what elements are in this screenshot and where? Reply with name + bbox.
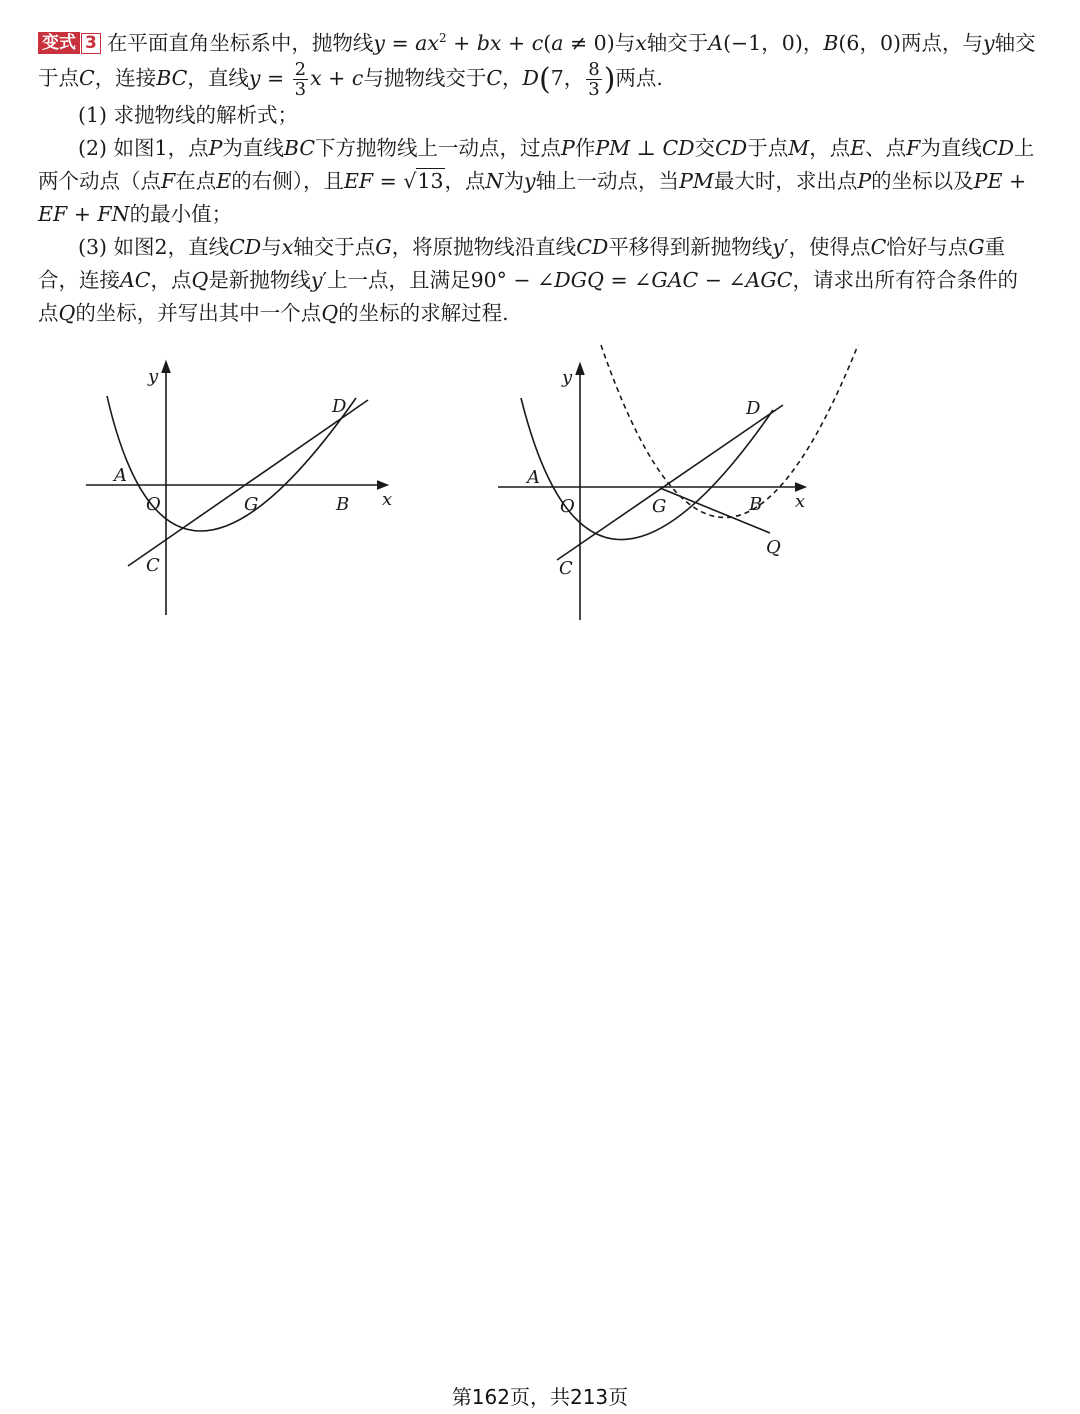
fig2-label-g: G bbox=[652, 496, 667, 517]
question-2: (2) 如图1，点P为直线BC下方抛物线上一动点，过点P作PM ⊥ CD交CD于点M，点E、点F为直线CD上两个动点（点F在点E的右侧），且EF = √13，点N为y轴上一动点，当PM最大时，求出点P的坐标以及PE + EF + FN的最小值； bbox=[38, 135, 1035, 226]
fig2-label-c: C bbox=[559, 558, 573, 579]
fig2-label-d: D bbox=[746, 398, 761, 419]
fig1-label-y: y bbox=[148, 366, 159, 387]
fig1-label-x: x bbox=[382, 489, 393, 510]
tag-label: 变式 bbox=[38, 32, 80, 54]
figure-2 bbox=[0, 0, 1080, 700]
fig2-label-y: y bbox=[562, 367, 573, 388]
fig2-line-cd bbox=[557, 405, 783, 560]
problem-statement: 变式 3 在平面直角坐标系中，抛物线$y = ax^2$ + bx + c(a ≠ 0)与x轴交于A(−1，0)，B(6，0)两点，与y轴交于点C，连接BC，直线y = $\frac{2}{3}$ x + c与抛物线交于C，D(7， $\frac{8}{3}$ )两点. bbox=[38, 22, 1038, 99]
question-1: (1) 求抛物线的解析式； bbox=[78, 102, 299, 127]
fig2-label-b: B bbox=[749, 494, 763, 515]
page-footer: 第162页，共213页 bbox=[451, 1385, 629, 1409]
fig2-new-parabola bbox=[601, 345, 858, 518]
fig2-label-a: A bbox=[527, 467, 540, 488]
fig2-label-q: Q bbox=[766, 537, 781, 558]
fig2-label-x: x bbox=[795, 491, 806, 512]
fig1-label-b: B bbox=[336, 494, 350, 515]
fig1-label-o: O bbox=[146, 494, 161, 515]
fig1-label-g: G bbox=[244, 494, 259, 515]
fig2-x-arrow bbox=[795, 483, 805, 491]
question-3: (3) 如图2，直线CD与x轴交于点G，将原抛物线沿直线CD平移得到新抛物线y′，使得点C恰好与点G重合，连接AC，点Q是新抛物线y′上一点，且满足90° − ∠DGQ = ∠GAC − ∠AGC，请求出所有符合条件的点Q的坐标，并写出其中一个点Q的坐标的求解过程. bbox=[38, 234, 1018, 325]
fig2-label-o: O bbox=[560, 496, 575, 517]
fig2-y-arrow bbox=[576, 364, 584, 375]
fig1-label-a: A bbox=[114, 465, 127, 486]
fig1-label-d: D bbox=[332, 396, 347, 417]
fig1-label-c: C bbox=[146, 555, 160, 576]
tag-number: 3 bbox=[81, 33, 101, 54]
